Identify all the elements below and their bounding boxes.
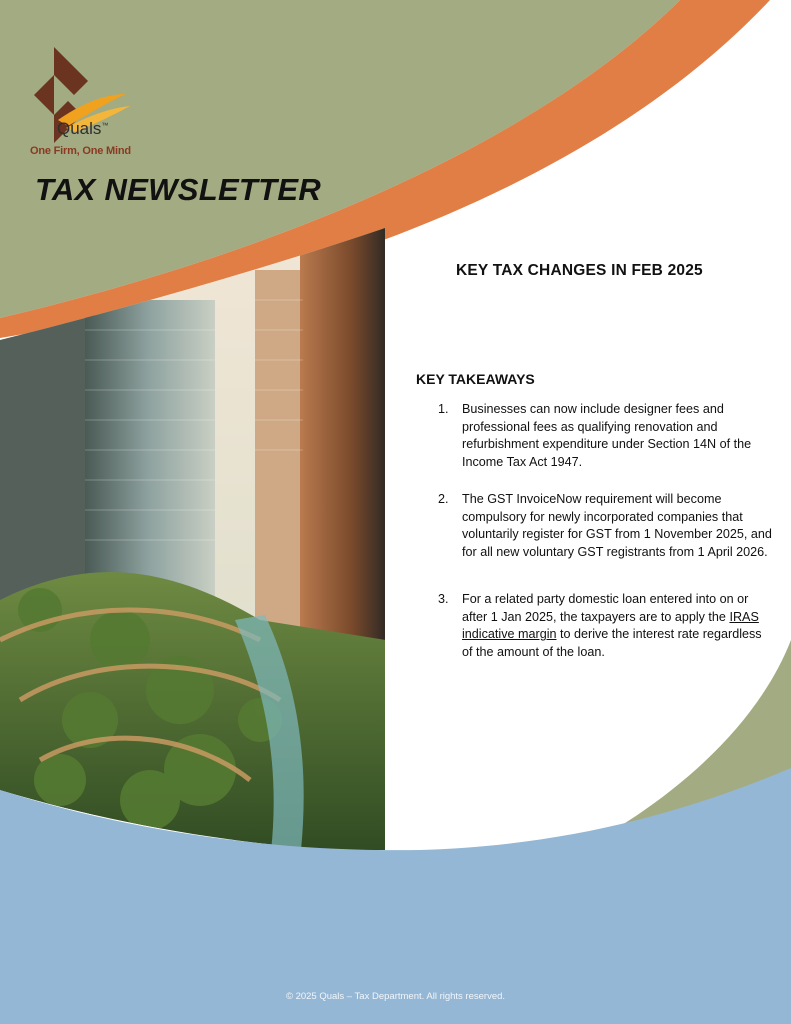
takeaways-list <box>428 401 773 661</box>
list-item <box>428 491 773 561</box>
footer-copyright: © 2025 Quals – Tax Department. All rights reserved. <box>285 991 506 1002</box>
brand-name: Quals™ <box>57 119 109 138</box>
list-item <box>428 591 773 661</box>
item-text: The GST InvoiceNow requirement will become compulsory for newly incorporated companies that voluntarily register for GST from 1 November 2025, and for all new voluntary GST registrants from 1 April 2026. <box>462 492 772 559</box>
headline: KEY TAX CHANGES IN FEB 2025 <box>456 262 703 279</box>
iras-indicative-margin-link[interactable]: IRAS indicative margin <box>462 609 759 641</box>
section-heading: KEY TAKEAWAYS <box>416 371 535 387</box>
item-number: 1. <box>438 402 449 416</box>
list-item <box>428 401 773 471</box>
item-number: 2. <box>438 492 449 506</box>
newsletter-title: TAX NEWSLETTER <box>35 172 322 207</box>
item-number: 3. <box>438 592 449 606</box>
brand-tagline: One Firm, One Mind <box>30 145 131 157</box>
item-text: Businesses can now include designer fees and professional fees as qualifying renovation and refurbishment expenditure under Section 14N of the Income Tax Act 1947. <box>462 402 752 469</box>
item-text-after: to derive the interest rate regardless of the amount of the loan. <box>462 627 762 659</box>
item-text-before: For a related party domestic loan entered into on or after 1 Jan 2025, the taxpayers are to apply the <box>462 592 749 624</box>
